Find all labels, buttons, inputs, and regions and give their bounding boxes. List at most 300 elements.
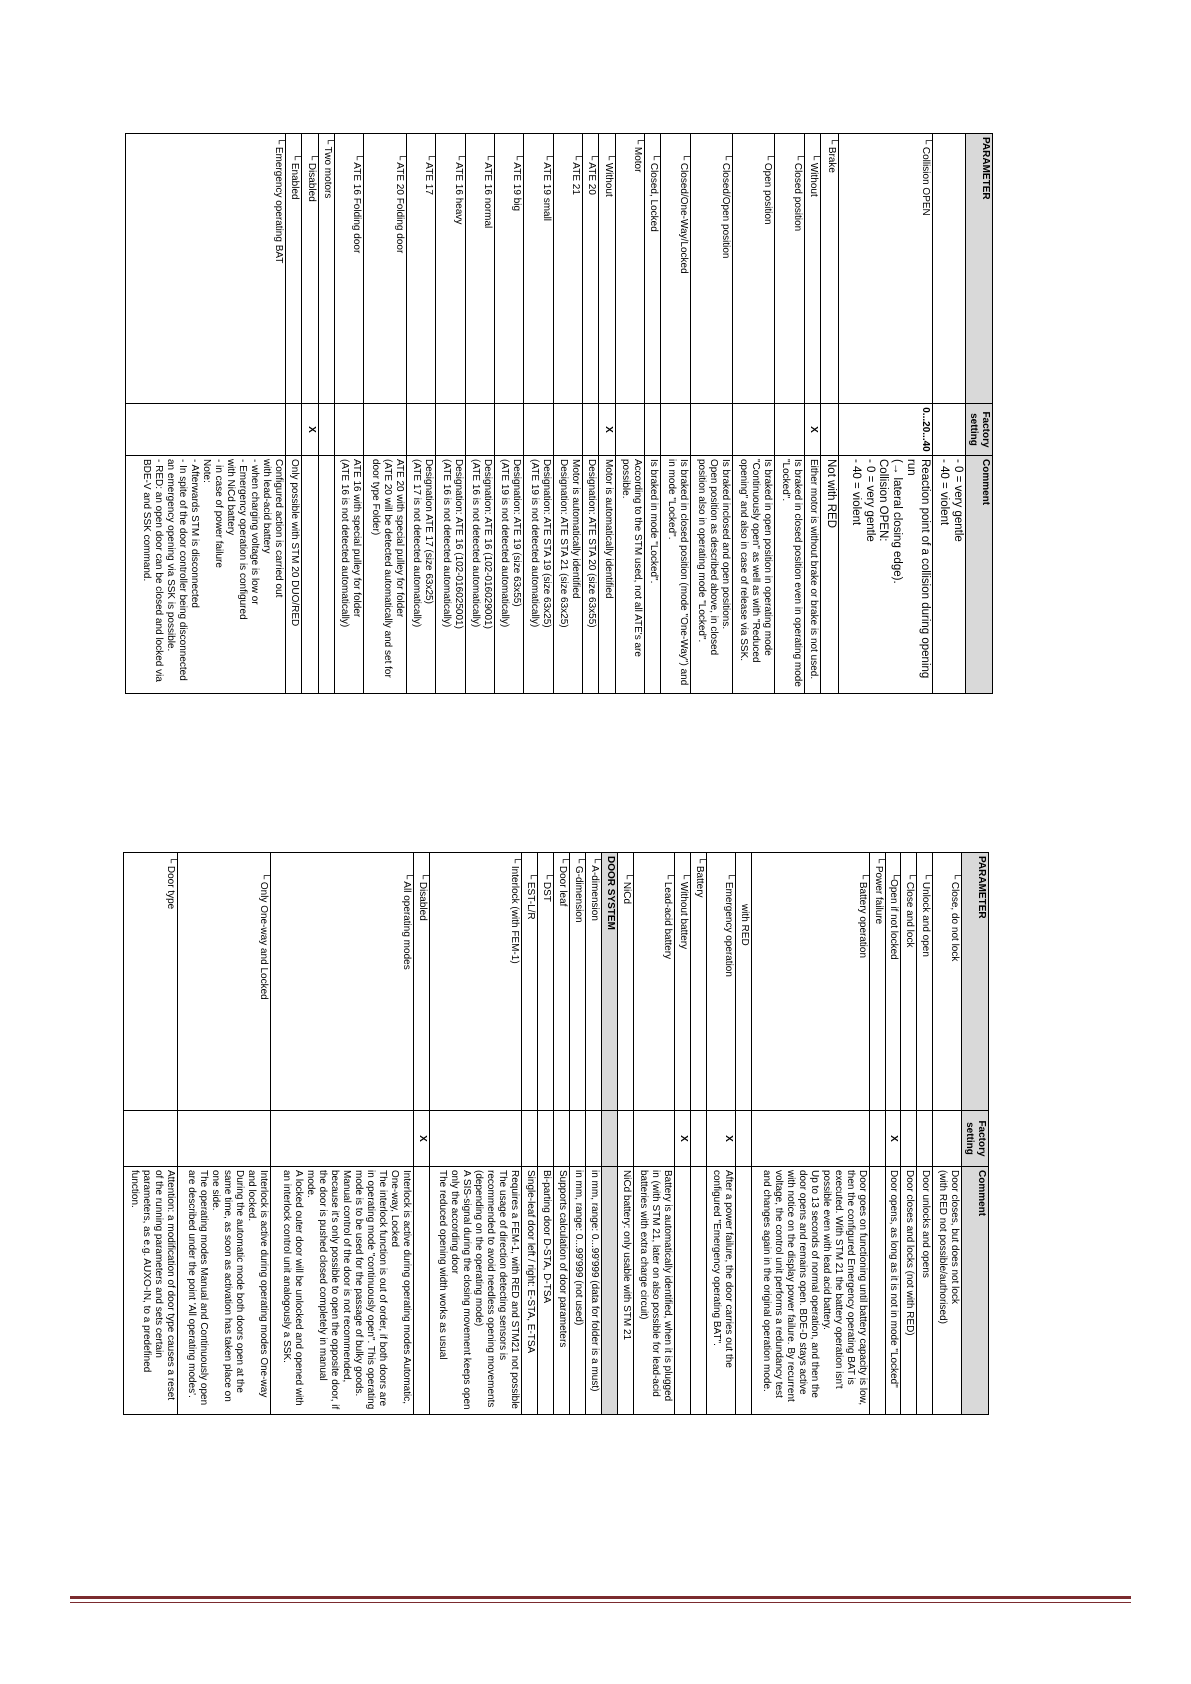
comment-lines (619, 459, 643, 690)
comment-line: - 0 = very gentle (952, 459, 964, 542)
table-row (124, 853, 178, 1415)
parameter-cell: └ Without (804, 134, 820, 404)
comment-line: Interlock is active during operating modes One-way and locked. (245, 1170, 269, 1398)
comment-cell (602, 1167, 618, 1415)
factory-setting-cell (901, 1111, 917, 1167)
comment-line: Supports calculation of door parameters (557, 1170, 569, 1348)
comment-line: in mm, range: 0...99'999 (not used) (573, 1170, 585, 1326)
factory-setting-cell (430, 1111, 522, 1167)
comment-line: Either motor is without brake or brake is not used. (808, 459, 820, 680)
comment-cell (126, 456, 286, 694)
footer-rule (70, 1596, 1131, 1599)
factory-setting-cell (554, 1111, 570, 1167)
parameter-cell: with RED (735, 853, 751, 1111)
comment-lines (737, 459, 773, 690)
comment-cell (465, 456, 494, 694)
factory-setting-cell (524, 404, 553, 456)
comment-line: (with RED not possible/authorised) (937, 1170, 948, 1324)
factory-setting-cell (917, 1111, 933, 1167)
comment-line: Designation ATE 17 (size 63x25) (423, 459, 435, 604)
factory-setting-cell (933, 1111, 962, 1167)
comment-line: - Emergency operation is configured (237, 459, 249, 620)
comment-lines (436, 1170, 520, 1411)
table-row (335, 134, 364, 694)
comment-lines (588, 1170, 600, 1411)
comment-line: Single-leaf door left / right: E-STA, E-TSA (525, 1170, 537, 1354)
factory-setting-cell (733, 404, 775, 456)
table-row (804, 134, 820, 694)
comment-line: - In spite of the door controller being disconnected an emergency opening via SSK is possible. (165, 459, 189, 681)
comment-line: (→ lateral closing edge). (891, 459, 904, 584)
comment-lines (498, 459, 522, 690)
comment-lines (410, 459, 434, 690)
table-row (430, 853, 522, 1415)
parameter-cell: └ Close, do not lock (933, 853, 962, 1111)
comment-lines (620, 1170, 632, 1411)
factory-setting-cell: X (804, 404, 820, 456)
factory-setting-cell (932, 404, 965, 456)
comment-cell (821, 456, 839, 694)
parameter-cell: └ ATE 16 Folding door (335, 134, 364, 404)
comment-line: - 40 = violent (849, 459, 862, 526)
factory-setting-cell (775, 404, 804, 456)
comment-cell (406, 456, 435, 694)
comment-line: in mm, range: 0...99'999 (data for folder is a must) (589, 1170, 601, 1392)
factory-setting-cell: 0...20...40 (839, 404, 932, 456)
parameter-table-2-block (123, 852, 989, 1415)
factory-setting-cell: X (707, 1111, 736, 1167)
comment-cell (675, 1167, 691, 1415)
comment-line: Designation: ATE 19 (size 63x55) (511, 459, 523, 607)
comment-lines (288, 459, 300, 690)
comment-line: Requires a FEM-1, with RED and STM21 not possible (509, 1170, 521, 1409)
table-row (932, 134, 965, 694)
table-row (751, 853, 869, 1415)
comment-header: Comment (962, 1167, 989, 1415)
comment-line: NiCd battery: only usable with STM 21 (620, 1170, 632, 1341)
table-row (675, 853, 691, 1415)
comment-cell (586, 1167, 602, 1415)
comment-lines (637, 1170, 673, 1411)
table-row (465, 134, 494, 694)
parameter-cell: └ Emergency operation (707, 853, 736, 1111)
comment-line: Open position as described above, in closed position also in operating mode "Locked". (696, 459, 720, 656)
comment-lines (887, 1170, 899, 1411)
parameter-cell: └ Only One-way and Locked (178, 853, 270, 1111)
parameter-cell: └ Closed/One-Way/Locked (661, 134, 690, 404)
table-row (494, 134, 523, 694)
comment-cell (553, 456, 582, 694)
comment-cell (633, 1167, 674, 1415)
comment-line: A SIS-signal during the closing movement keeps open only the according door (449, 1170, 473, 1410)
factory-setting-cell: X (302, 404, 318, 456)
parameter-cell: └ ATE 17 (406, 134, 435, 404)
comment-cell (707, 1167, 736, 1415)
comment-line: Is braked inclosed and open positions. (720, 459, 732, 630)
table-row (570, 853, 586, 1415)
comment-line: The usage of direction detecting sensors is recommended to avoid needless opening movements (depending on the operating mode) (473, 1170, 509, 1408)
comment-line: Door goes on functioning until battery capacity is low, then the configured Emergency operating BAT is executed. With STM 21 the battery operation isn't possible even with lead acid battery. (820, 1170, 868, 1406)
comment-lines (440, 459, 464, 690)
comment-cell (554, 1167, 570, 1415)
comment-line: Motor is automatically identified (569, 459, 581, 599)
comment-line: Door opens, as long as it is not in mode "Locked" (888, 1170, 900, 1388)
table-row (602, 853, 618, 1415)
factory-setting-cell (751, 1111, 869, 1167)
factory-setting-cell (586, 1111, 602, 1167)
comment-line: Motor is automatically identified (602, 459, 614, 599)
factory-setting-header: Factory setting (966, 404, 993, 456)
factory-setting-cell (633, 1111, 674, 1167)
factory-setting-cell (318, 404, 334, 456)
comment-line: After a power failure, the door carries out the configured "Emergency operating BAT". (710, 1170, 734, 1368)
parameter-cell: └ Power failure (869, 853, 885, 1111)
table-row (286, 134, 302, 694)
comment-cell (901, 1167, 917, 1415)
comment-lines (557, 459, 581, 690)
parameter-cell: └ ATE 19 big (494, 134, 523, 404)
parameter-cell: └ Closed, Locked (644, 134, 660, 404)
comment-lines (140, 459, 284, 690)
factory-setting-cell (124, 1111, 178, 1167)
comment-line: with NiCd battery (225, 459, 237, 536)
comment-cell (414, 1167, 430, 1415)
table-row (617, 853, 633, 1415)
comment-lines (338, 459, 362, 690)
table-row (615, 134, 644, 694)
comment-lines (469, 459, 493, 690)
comment-lines (528, 459, 552, 690)
factory-setting-cell (735, 1111, 751, 1167)
parameter-cell: └ G-dimension (570, 853, 586, 1111)
comment-line: Note: (201, 459, 213, 483)
comment-line: Door closes, but does not lock (949, 1170, 960, 1304)
comment-line: - 0 = very gentle (863, 459, 876, 542)
comment-line: (ATE 16 is not detected automatically) (440, 459, 452, 628)
comment-line: (ATE 19 is not detected automatically) (528, 459, 540, 628)
table-row (599, 134, 615, 694)
parameter-header: PARAMETER (966, 134, 993, 404)
factory-setting-cell (364, 404, 406, 456)
comment-cell (430, 1167, 522, 1415)
parameter-cell: └ Disabled (414, 853, 430, 1111)
factory-setting-cell (690, 404, 732, 456)
comment-lines (647, 459, 659, 690)
factory-setting-cell: X (414, 1111, 430, 1167)
comment-cell (178, 1167, 270, 1415)
comment-lines (903, 1170, 915, 1411)
table-row (661, 134, 690, 694)
comment-line: - in case of power failure (213, 459, 225, 568)
comment-cell (538, 1167, 554, 1415)
parameter-table-1 (125, 133, 993, 694)
table-1-body (126, 134, 966, 694)
comment-line: A locked outer door will be unlocked and opened with an interlock control unit analogously a SSK. (281, 1170, 305, 1406)
factory-setting-cell (335, 404, 364, 456)
factory-setting-cell (602, 1111, 618, 1167)
comment-cell (617, 1167, 633, 1415)
comment-line: Manual control of the door is not recommended, because it's only possible to open the opposite door, if the door is pushed closed completely in manual mode. (305, 1170, 353, 1410)
comment-cell (839, 456, 932, 694)
comment-cell (318, 456, 334, 694)
table-row (775, 134, 804, 694)
comment-cell (932, 456, 965, 694)
table-2-header-row (962, 853, 989, 1415)
parameter-cell: └ Interlock (with FEM-1) (430, 853, 522, 1111)
comment-line: Up to 13 seconds of normal operation, and then the door opens and remains open. BDE-D stays active with notice on the display power failure. By recurrent voltage, the control unit performs a redundancy test and changes again in the original operation mode. (760, 1170, 820, 1402)
comment-line: Designation: ATE STA 20 (size 63x55) (586, 459, 598, 628)
factory-setting-cell (570, 1111, 586, 1167)
table-row (436, 134, 465, 694)
parameter-cell: └ Open position (733, 134, 775, 404)
parameter-cell: └ ATE 19 small (524, 134, 553, 404)
comment-header: Comment (966, 456, 993, 694)
factory-setting-cell (126, 404, 286, 456)
factory-setting-cell (821, 404, 839, 456)
comment-line: Designation: ATE 16 (102-016029001) (481, 459, 493, 629)
table-row (270, 853, 413, 1415)
comment-lines (848, 459, 931, 690)
comment-line: Not with RED (825, 459, 838, 529)
comment-line: Reaction point of a collision during opening run (904, 459, 931, 679)
comment-line: During the automatic mode both doors open at the same time, as soon as activation has taken place on one side. (209, 1170, 245, 1402)
parameter-cell: └ Closed position (775, 134, 804, 404)
comment-line: with lead-acid battery (261, 459, 273, 554)
parameter-cell: └ Door type (124, 853, 178, 1111)
comment-line: Door closes and locks (not with RED) (904, 1170, 916, 1336)
comment-lines (665, 459, 689, 690)
parameter-cell: └ Battery operation (751, 853, 869, 1111)
table-row (644, 134, 660, 694)
table-row (821, 134, 839, 694)
comment-line: (ATE 16 is not detected automatically) (469, 459, 481, 628)
comment-cell (286, 456, 302, 694)
table-row (414, 853, 430, 1415)
comment-cell (524, 456, 553, 694)
comment-line: ATE 20 with special pulley for folder (393, 459, 405, 618)
factory-setting-cell (494, 404, 523, 456)
comment-cell (869, 1167, 885, 1415)
comment-cell (302, 456, 318, 694)
parameter-cell: └ Enabled (286, 134, 302, 404)
parameter-cell: └ Two motors (318, 134, 334, 404)
comment-lines (524, 1170, 536, 1411)
comment-lines (710, 1170, 734, 1411)
comment-cell (661, 456, 690, 694)
comment-cell (917, 1167, 933, 1415)
table-row (733, 134, 775, 694)
comment-cell (615, 456, 644, 694)
table-row (318, 134, 334, 694)
parameter-cell: └ All operating modes (270, 853, 413, 1111)
parameter-cell: └ Disabled (302, 134, 318, 404)
comment-lines (280, 1170, 412, 1411)
parameter-cell: └ Unlock and open (917, 853, 933, 1111)
comment-line: Is braked in mode "Locked". (648, 459, 660, 584)
parameter-cell: └ Motor (615, 134, 644, 404)
comment-line: (ATE 16 is not detected automatically) (339, 459, 351, 628)
parameter-cell: └ A-dimension (586, 853, 602, 1111)
factory-setting-cell (615, 404, 644, 456)
table-1-header-row (966, 134, 993, 694)
comment-cell (270, 1167, 413, 1415)
comment-cell (690, 456, 732, 694)
table-row (126, 134, 286, 694)
parameter-cell: └ Emergency operating BAT (126, 134, 286, 404)
parameter-cell: └ ATE 21 (553, 134, 582, 404)
table-row (586, 853, 602, 1415)
comment-line: Is braked in open position in operating mode "Continuously open" as well as with "Reduced opening" and also in case of release via SSK. (738, 459, 774, 663)
comment-lines (824, 459, 838, 690)
comment-line: Collision OPEN: (877, 459, 890, 542)
comment-line: Designation: ATE STA 19 (size 63x25) (540, 459, 552, 628)
comment-line: Attention: a modification of door type causes a reset of the running parameters and sets certain parameters, as e.g. AUXO-IN, to a predefined function. (129, 1170, 177, 1401)
factory-setting-cell (406, 404, 435, 456)
comment-lines (369, 459, 405, 690)
factory-setting-cell (582, 404, 598, 456)
parameter-cell: └ ATE 16 normal (465, 134, 494, 404)
comment-cell (436, 456, 465, 694)
table-row (691, 853, 707, 1415)
parameter-cell: └ ATE 20 (582, 134, 598, 404)
factory-setting-cell (538, 1111, 554, 1167)
comment-line: Configured action is carried out (273, 459, 285, 598)
comment-line: Bi-parting door D-STA, D-TSA (541, 1170, 553, 1304)
comment-cell (124, 1167, 178, 1415)
factory-setting-cell (436, 404, 465, 456)
factory-setting-cell (286, 404, 302, 456)
parameter-cell: └ Lead-acid battery (633, 853, 674, 1111)
comment-cell (644, 456, 660, 694)
table-row (406, 134, 435, 694)
parameter-cell: └ Collision OPEN (839, 134, 932, 404)
comment-line: ATE 16 with special pulley for folder (351, 459, 363, 618)
comment-lines (556, 1170, 568, 1411)
comment-line: Only possible with STM 20 DUO/RED (289, 459, 301, 627)
parameter-cell: └ Door leaf (554, 853, 570, 1111)
factory-setting-cell (270, 1111, 413, 1167)
comment-line: Is braked in closed position even in operating mode "Locked". (779, 459, 803, 687)
factory-setting-cell (644, 404, 660, 456)
parameter-cell: └ Close and lock (901, 853, 917, 1111)
table-row (690, 134, 732, 694)
comment-cell (751, 1167, 869, 1415)
comment-line: The operating modes Manual and Continuously open are described under the point 'All operating modes'. (185, 1170, 209, 1406)
table-row (302, 134, 318, 694)
comment-cell (885, 1167, 901, 1415)
comment-line: - when charging voltage is low or (249, 459, 261, 605)
comment-line: (ATE 20 will be detected automatically and set for door type Folder) (369, 459, 393, 678)
comment-cell (804, 456, 820, 694)
factory-setting-header: Factory setting (962, 1111, 989, 1167)
table-row (524, 134, 553, 694)
table-row (869, 853, 885, 1415)
comment-lines (779, 459, 803, 690)
comment-line: The reduced opening width works as usual (437, 1170, 449, 1360)
table-row (553, 134, 582, 694)
comment-lines (695, 459, 731, 690)
comment-lines (572, 1170, 584, 1411)
comment-line: - RED: an open door can be closed and locked via BDE-V and SSK command. (141, 459, 165, 682)
comment-lines (936, 459, 964, 690)
comment-line: - Afterwards STM is disconnected (189, 459, 201, 608)
comment-lines (585, 459, 597, 690)
parameter-cell: └ Brake (821, 134, 839, 404)
comment-lines (602, 459, 614, 690)
parameter-header: PARAMETER (962, 853, 989, 1111)
factory-setting-cell: X (599, 404, 615, 456)
parameter-cell: └ Battery (691, 853, 707, 1111)
section-title: DOOR SYSTEM (602, 853, 618, 1111)
comment-cell (570, 1167, 586, 1415)
parameter-cell: └ Without battery (675, 853, 691, 1111)
table-row (707, 853, 736, 1415)
parameter-cell: └ NiCd (617, 853, 633, 1111)
parameter-cell (932, 134, 965, 404)
table-row (933, 853, 962, 1415)
footer-rule-thin (70, 1602, 1131, 1603)
parameter-cell: └ ATE 20 Folding door (364, 134, 406, 404)
parameter-cell: └ EST-L/R (522, 853, 538, 1111)
comment-cell (691, 1167, 707, 1415)
table-row (538, 853, 554, 1415)
comment-line: Battery is automatically identified, when it is plugged in (with STM 21, later on also possible for lead-acid batteries with extra charge circuit) (638, 1170, 674, 1402)
comment-lines (807, 459, 819, 690)
table-row (582, 134, 598, 694)
parameter-cell: └ Without (599, 134, 615, 404)
comment-line: (ATE 17 is not detected automatically) (411, 459, 423, 628)
comment-line: The interlock function is out of order, if both doors are in operating mode "continuously open". This operating mode is to be used for the passage of bulky goods. (353, 1170, 389, 1410)
table-row (885, 853, 901, 1415)
comment-lines (185, 1170, 269, 1411)
parameter-table-2 (123, 852, 989, 1415)
comment-line: Designation: ATE 16 (102-016025001) (452, 459, 464, 629)
parameter-cell: └ ATE 16 heavy (436, 134, 465, 404)
table-row (522, 853, 538, 1415)
comment-line: - 40 = violent (938, 459, 951, 526)
factory-setting-cell (522, 1111, 538, 1167)
table-row (364, 134, 406, 694)
comment-cell (364, 456, 406, 694)
factory-setting-cell (553, 404, 582, 456)
factory-setting-cell (661, 404, 690, 456)
table-row (901, 853, 917, 1415)
factory-setting-cell (617, 1111, 633, 1167)
comment-lines (936, 1170, 960, 1411)
comment-cell (775, 456, 804, 694)
factory-setting-cell: X (885, 1111, 901, 1167)
comment-cell (599, 456, 615, 694)
factory-setting-cell (869, 1111, 885, 1167)
parameter-table-1-block (125, 133, 993, 694)
comment-lines (760, 1170, 868, 1411)
comment-cell (733, 456, 775, 694)
comment-line: Is braked in closed position (mode "One-Way") and in mode "Locked". (665, 459, 689, 686)
table-2-body (124, 853, 962, 1415)
parameter-cell: └ Closed/Open position (690, 134, 732, 404)
comment-cell (582, 456, 598, 694)
comment-cell (494, 456, 523, 694)
table-row (917, 853, 933, 1415)
comment-line: (ATE 19 is not detected automatically) (499, 459, 511, 628)
comment-line: Door unlocks and opens (920, 1170, 932, 1278)
comment-lines (540, 1170, 552, 1411)
table-row (178, 853, 270, 1415)
table-row (633, 853, 674, 1415)
comment-line: Interlock is active during operating modes Automatic, One-way, Locked (389, 1170, 413, 1405)
comment-cell (522, 1167, 538, 1415)
parameter-cell: └ DST (538, 853, 554, 1111)
